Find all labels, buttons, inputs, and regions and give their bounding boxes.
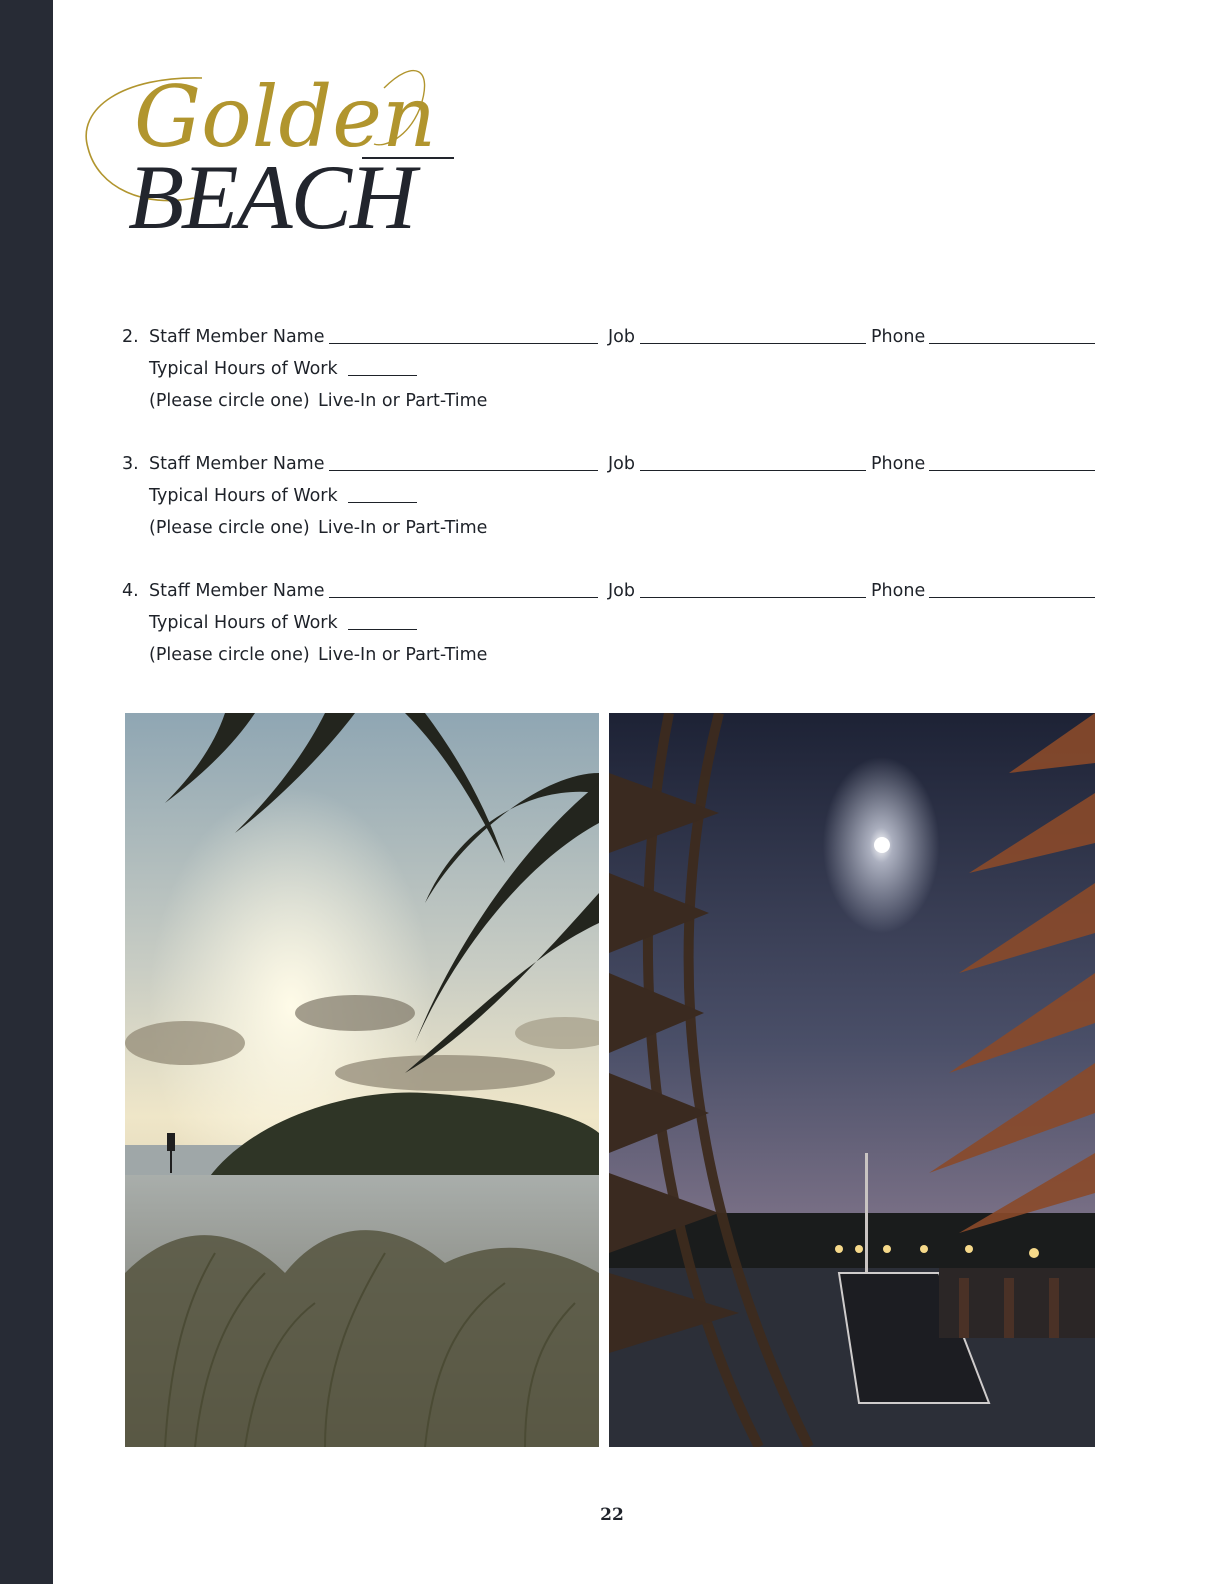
circle-row	[122, 385, 1102, 417]
staff-name-label: Staff Member Name	[149, 581, 325, 601]
staff-entry-main-row	[122, 321, 1102, 353]
phone-label: Phone	[871, 454, 926, 474]
circle-instruction: (Please circle one)	[149, 391, 310, 411]
entry-number: 3.	[122, 454, 139, 474]
moonlit-marina-photo	[609, 713, 1095, 1447]
staff-entry-main-row	[122, 575, 1102, 607]
job-field[interactable]	[640, 470, 866, 471]
entry-number: 4.	[122, 581, 139, 601]
hours-field[interactable]	[348, 375, 417, 376]
logo-script-word: Golden	[134, 68, 437, 166]
page-number: 22	[600, 1505, 624, 1525]
staff-entry	[122, 575, 1102, 671]
hours-row	[122, 607, 1102, 639]
job-field[interactable]	[640, 343, 866, 344]
live-in-part-time-choice[interactable]: Live-In or Part-Time	[318, 645, 488, 665]
hours-label: Typical Hours of Work	[149, 359, 338, 379]
hours-field[interactable]	[348, 629, 417, 630]
staff-name-label: Staff Member Name	[149, 327, 325, 347]
hours-label: Typical Hours of Work	[149, 486, 338, 506]
circle-row	[122, 512, 1102, 544]
staff-entry	[122, 448, 1102, 544]
staff-entry	[122, 321, 1102, 417]
job-label: Job	[608, 581, 635, 601]
job-label: Job	[608, 454, 635, 474]
hours-label: Typical Hours of Work	[149, 613, 338, 633]
phone-field[interactable]	[929, 470, 1095, 471]
job-field[interactable]	[640, 597, 866, 598]
hours-row	[122, 480, 1102, 512]
staff-name-field[interactable]	[329, 470, 598, 471]
live-in-part-time-choice[interactable]: Live-In or Part-Time	[318, 518, 488, 538]
staff-entry-main-row	[122, 448, 1102, 480]
circle-instruction: (Please circle one)	[149, 645, 310, 665]
hours-field[interactable]	[348, 502, 417, 503]
entry-number: 2.	[122, 327, 139, 347]
beach-sunrise-photo	[125, 713, 599, 1447]
phone-field[interactable]	[929, 343, 1095, 344]
staff-name-field[interactable]	[329, 597, 598, 598]
phone-field[interactable]	[929, 597, 1095, 598]
logo-serif-word: BEACH	[128, 146, 415, 238]
live-in-part-time-choice[interactable]: Live-In or Part-Time	[318, 391, 488, 411]
side-bar	[0, 0, 53, 1584]
phone-label: Phone	[871, 327, 926, 347]
golden-beach-logo	[84, 48, 464, 238]
staff-name-label: Staff Member Name	[149, 454, 325, 474]
hours-row	[122, 353, 1102, 385]
circle-instruction: (Please circle one)	[149, 518, 310, 538]
job-label: Job	[608, 327, 635, 347]
circle-row	[122, 639, 1102, 671]
phone-label: Phone	[871, 581, 926, 601]
staff-name-field[interactable]	[329, 343, 598, 344]
